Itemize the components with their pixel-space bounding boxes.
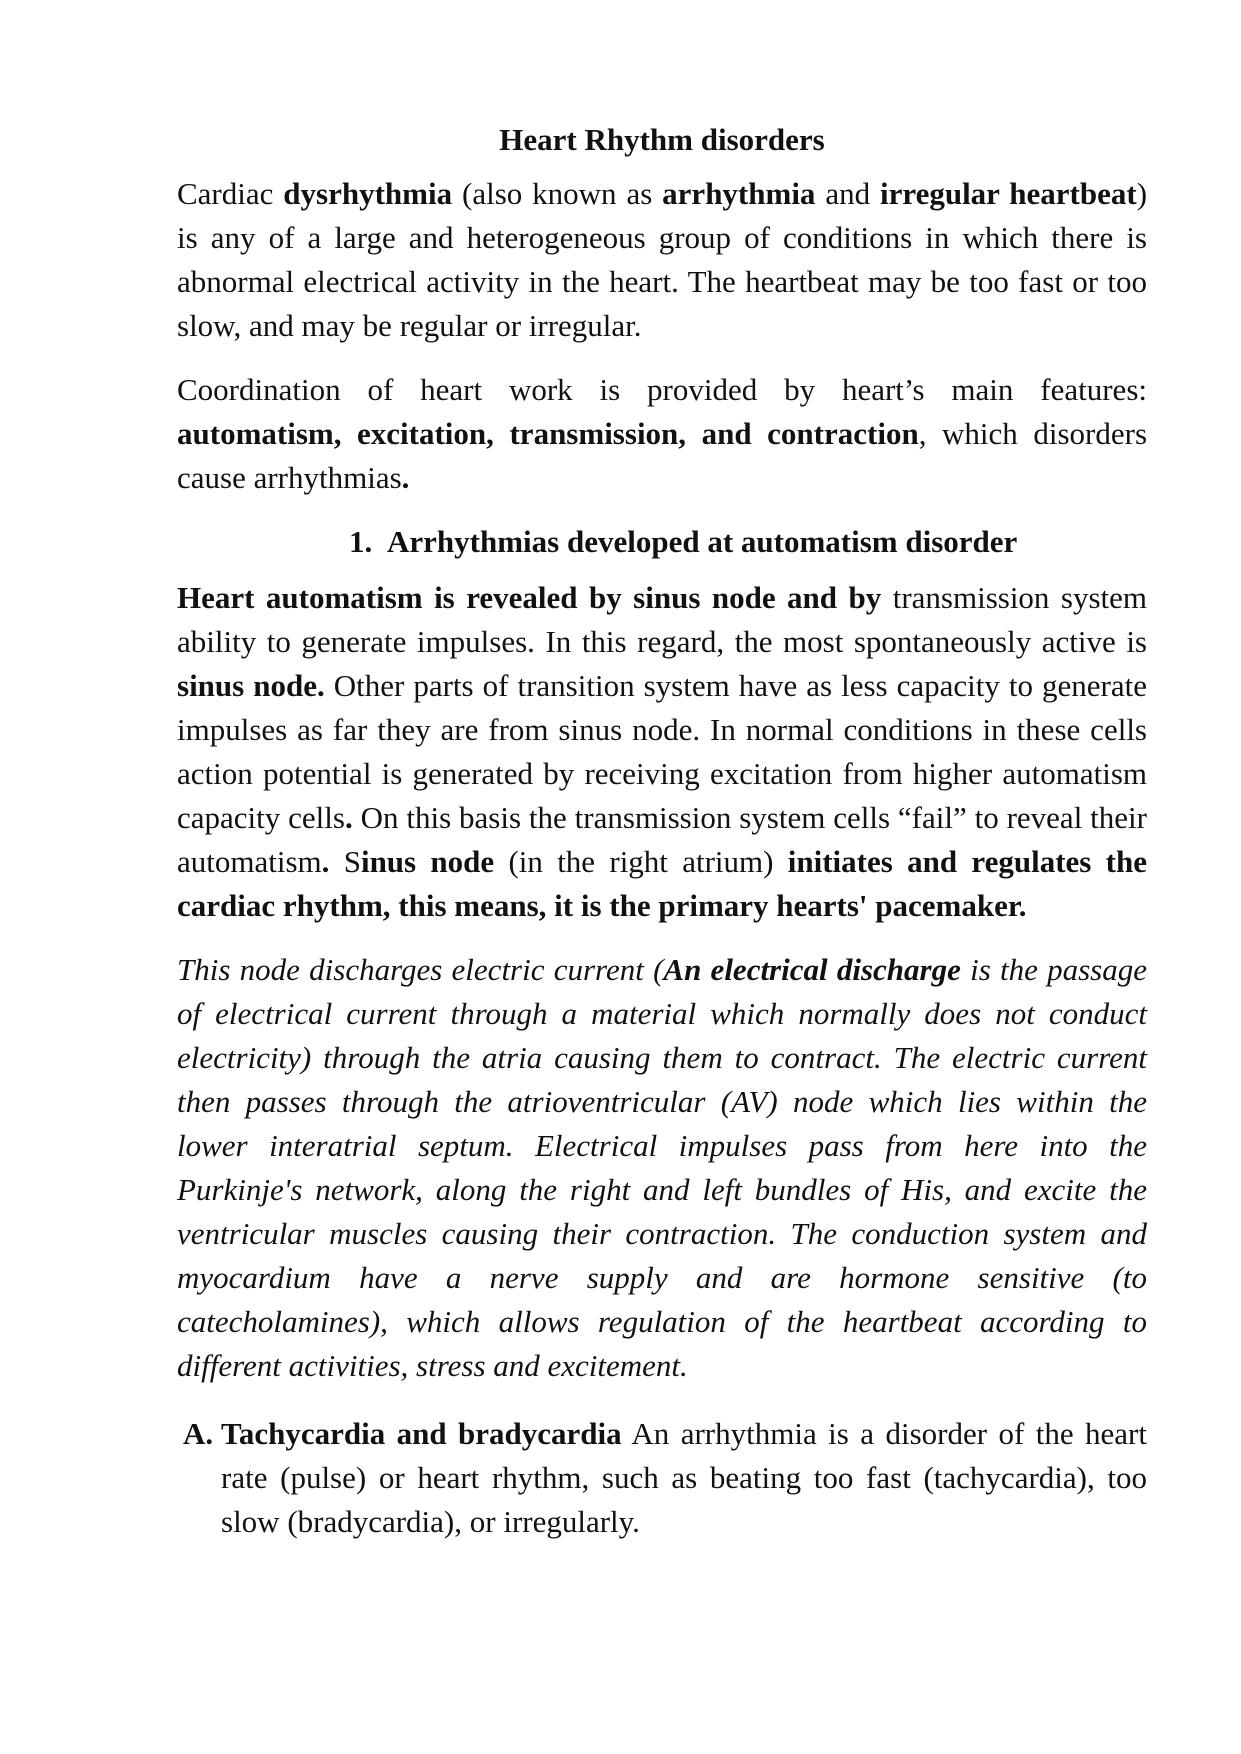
intro-text-3: and xyxy=(815,176,880,211)
term-dysrhythmia: dysrhythmia xyxy=(283,176,453,211)
term-arrhythmia: arrhythmia xyxy=(662,176,816,211)
discharge-text-1: This node discharges electric current ( xyxy=(177,952,664,987)
coordination-period: . xyxy=(401,460,410,495)
coordination-text-1: Coordination of heart work is provided by heart’s main features: xyxy=(177,372,1147,407)
section-number: 1. xyxy=(349,524,373,559)
automatism-text-1: transmission system ability to generate impulses. In this regard, the most spontaneously active is xyxy=(177,580,1147,659)
discharge-text-2: is the passage of electrical current through a material which normally does not conduct electricity) through the atria causing them to contract. The electric current then passes through the atrioventricular (AV) node which lies within the lower interatrial septum. Electrical impulses pass from here into the Purkinje's network, along the right and left bundles of His, and excite the ventricular muscles causing their contraction. The conduction system and myocardium have a nerve supply and are hormone sensitive (to catecholamines), which allows regulation of the heartbeat according to different activities, stress and excitement. xyxy=(177,952,1147,1383)
automatism-text-4: S xyxy=(329,844,361,879)
term-sinus-node: sinus node. xyxy=(177,668,325,703)
intro-text-2: (also known as xyxy=(452,176,663,211)
section-heading xyxy=(177,520,1147,564)
coordination-text-2: , which disorders cause arrhythmias xyxy=(177,416,1148,495)
automatism-bold-period-2: . xyxy=(321,844,330,879)
automatism-bold-period-1: . xyxy=(344,800,353,835)
automatism-text-3: On this basis the transmission system cells “fail” to reveal their automatism xyxy=(177,800,1147,879)
document-title: Heart Rhythm disorders xyxy=(499,122,825,157)
heart-features-list: automatism, excitation, transmission, and contraction xyxy=(177,416,919,451)
list-item-a-text: An arrhythmia is a disorder of the heart rate (pulse) or heart rhythm, such as beating too fast (tachycardia), too slow (bradycardia), or irregularly. xyxy=(221,1416,1147,1539)
automatism-bold-1: Heart automatism is revealed by sinus node and by xyxy=(177,580,882,615)
coordination-paragraph xyxy=(177,368,1147,500)
term-electrical-discharge: An electrical discharge xyxy=(663,952,961,987)
node-discharge-paragraph xyxy=(177,948,1147,1388)
list-marker-a: A. xyxy=(183,1416,214,1451)
automatism-text-2: Other parts of transition system have as less capacity to generate impulses as far they are from sinus node. In normal conditions in these cells action potential is generated by receiving excitation from higher automatism capacity cells xyxy=(177,668,1147,835)
intro-paragraph xyxy=(177,172,1147,348)
section-heading-text: Arrhythmias developed at automatism disorder xyxy=(387,524,1018,559)
list-item-a xyxy=(177,1412,1147,1544)
automatism-paragraph xyxy=(177,576,1147,928)
document-page xyxy=(177,118,1147,1544)
term-irregular-heartbeat: irregular heartbeat xyxy=(880,176,1137,211)
pacemaker-statement: initiates and regulates the cardiac rhythm, this means, it is the primary hearts' pacemaker. xyxy=(177,844,1147,923)
intro-text-4: ) is any of a large and heterogeneous group of conditions in which there is abnormal electrical activity in the heart. The heartbeat may be too fast or too slow, and may be regular or irregular. xyxy=(177,176,1148,343)
intro-text-1: Cardiac xyxy=(177,176,284,211)
automatism-bold-sinus-node: inus node xyxy=(360,844,495,879)
list-item-a-heading: Tachycardia and bradycardia xyxy=(221,1416,622,1451)
automatism-text-5: (in the right atrium) xyxy=(494,844,788,879)
